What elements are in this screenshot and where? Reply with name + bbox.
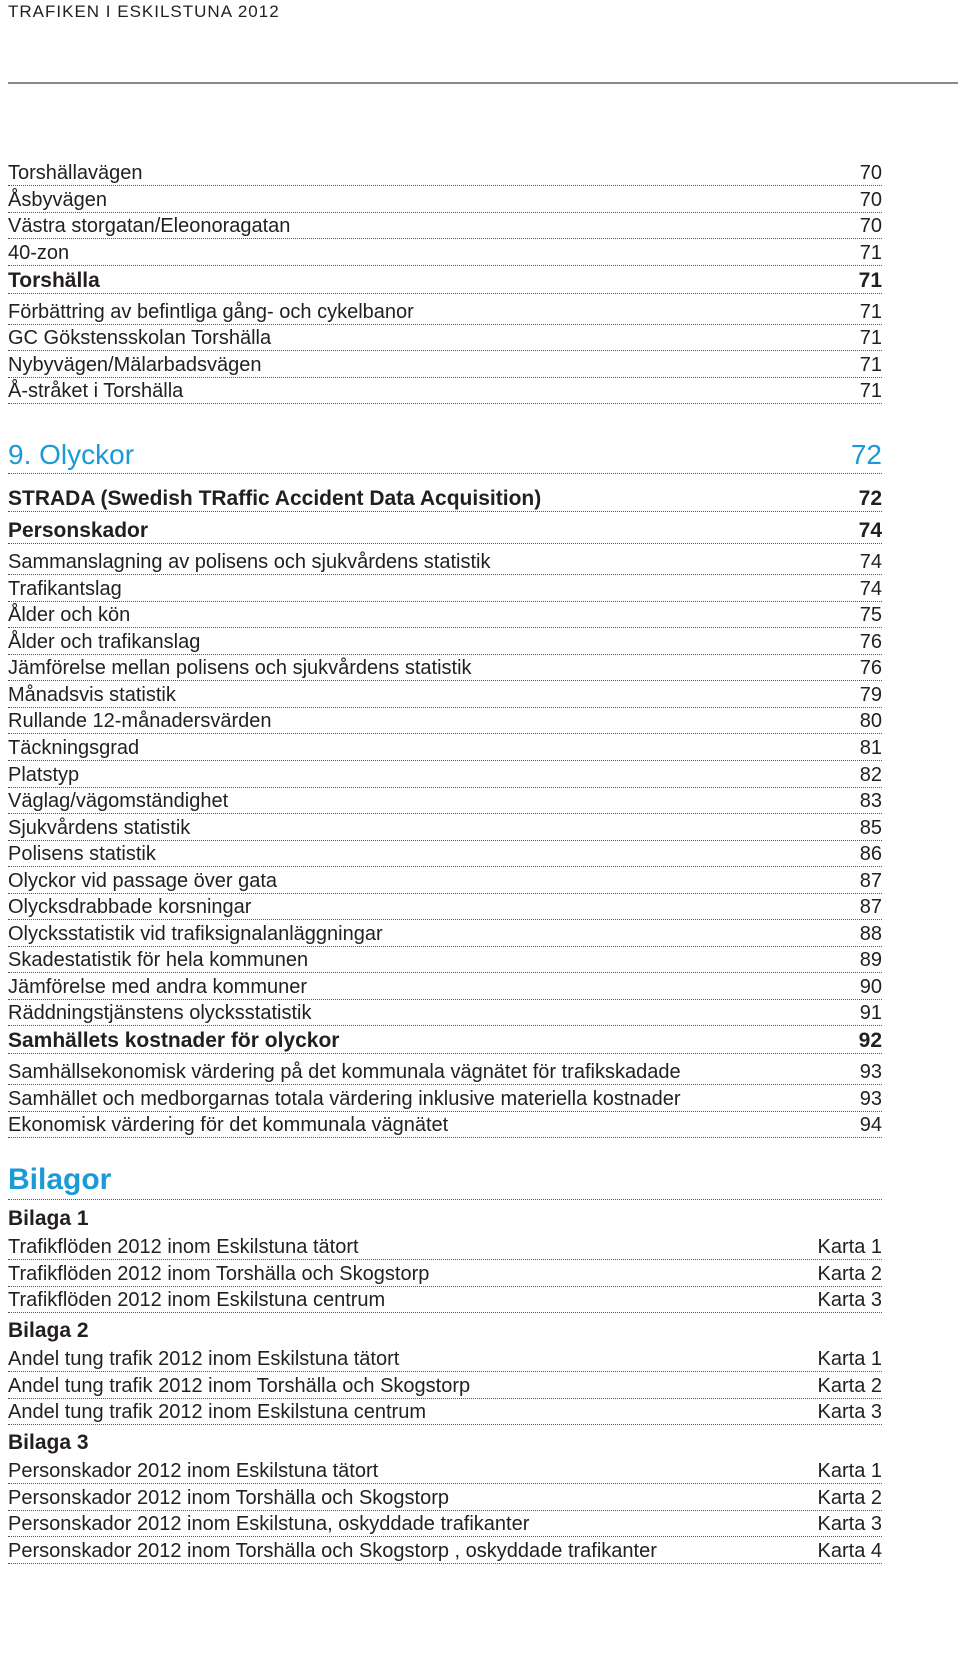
toc-entry[interactable] (8, 682, 882, 708)
toc-entry-page: 89 (859, 949, 882, 971)
toc-entry-page: Karta 3 (817, 1289, 882, 1311)
toc-entry-page: 82 (859, 764, 882, 786)
toc-entry-label: Torshällavägen (8, 162, 143, 184)
toc-entry-page: 75 (859, 604, 882, 626)
toc-entry-label: Rullande 12-månadersvärden (8, 710, 272, 732)
toc-entry-page: 93 (859, 1088, 882, 1110)
toc-entry-page: 74 (858, 519, 882, 542)
toc-entry-label: Trafikantslag (8, 578, 122, 600)
toc-appendix-subheading (8, 1427, 882, 1455)
toc-appendix-subheading (8, 1315, 882, 1343)
toc-entry-label: Jämförelse med andra kommuner (8, 976, 308, 998)
toc-entry-label: Personskador 2012 inom Torshälla och Skogstorp (8, 1487, 449, 1509)
toc-entry-label: Väglag/vägomständighet (8, 790, 229, 812)
toc-subheading-label: Bilaga 2 (8, 1319, 89, 1342)
running-header: TRAFIKEN I ESKILSTUNA 2012 (8, 2, 280, 21)
toc-entry-label: Olycksdrabbade korsningar (8, 896, 252, 918)
toc-entry-page: 93 (859, 1061, 882, 1083)
toc-entry[interactable] (8, 947, 882, 973)
toc-entry-label: Trafikflöden 2012 inom Torshälla och Skogstorp (8, 1263, 430, 1285)
toc-entry-label: Andel tung trafik 2012 inom Eskilstuna tätort (8, 1348, 400, 1370)
toc-entry[interactable] (8, 894, 882, 920)
toc-entry-page: 70 (859, 162, 882, 184)
toc-entry-label: Jämförelse mellan polisens och sjukvårdens statistik (8, 657, 472, 679)
toc-entry[interactable] (8, 655, 882, 681)
toc-entry-page: 71 (859, 327, 882, 349)
toc-entry-label: Andel tung trafik 2012 inom Eskilstuna centrum (8, 1401, 426, 1423)
toc-entry[interactable] (8, 602, 882, 628)
toc-entry-page: Karta 2 (817, 1487, 882, 1509)
toc-entry-page: 90 (859, 976, 882, 998)
toc-chapter-label: 9. Olyckor (8, 439, 135, 470)
toc-entry[interactable] (8, 1538, 882, 1564)
toc-entry-page: 71 (859, 354, 882, 376)
toc-entry-page: 87 (859, 896, 882, 918)
toc-entry-label: Personskador 2012 inom Eskilstuna tätort (8, 1460, 379, 1482)
toc-entry[interactable] (8, 629, 882, 655)
toc-entry-label: Ålder och kön (8, 604, 131, 626)
toc-entry-label: Personskador 2012 inom Eskilstuna, oskyddade trafikanter (8, 1513, 530, 1535)
toc-entry-label: Torshälla (8, 269, 100, 292)
toc-entry[interactable] (8, 1485, 882, 1511)
toc-appendix-heading[interactable] (8, 1160, 882, 1200)
toc-entry-page: 76 (859, 657, 882, 679)
toc-entry-page: 72 (858, 487, 882, 510)
toc-entry-label: Samhället och medborgarnas totala värdering inklusive materiella kostnader (8, 1088, 681, 1110)
toc-section-entry[interactable] (8, 266, 882, 294)
toc-entry-label: Trafikflöden 2012 inom Eskilstuna tätort (8, 1236, 359, 1258)
toc-entry[interactable] (8, 1000, 882, 1026)
toc-entry[interactable] (8, 352, 882, 378)
toc-entry-label: Ålder och trafikanslag (8, 631, 201, 653)
toc-chapter-page: 72 (850, 439, 882, 470)
toc-entry-page: 87 (859, 870, 882, 892)
toc-entry[interactable] (8, 815, 882, 841)
toc-entry-page: 91 (859, 1002, 882, 1024)
toc-entry-label: Månadsvis statistik (8, 684, 176, 706)
toc-entry[interactable] (8, 868, 882, 894)
toc-entry[interactable] (8, 1086, 882, 1112)
toc-entry-label: Sammanslagning av polisens och sjukvårdens statistik (8, 551, 491, 573)
toc-entry-label: Olycksstatistik vid trafiksignalanläggningar (8, 923, 383, 945)
toc-entry[interactable] (8, 378, 882, 404)
toc-entry-label: Förbättring av befintliga gång- och cykelbanor (8, 301, 414, 323)
toc-entry-label: Personskador (8, 519, 149, 542)
toc-entry[interactable] (8, 576, 882, 602)
toc-entry[interactable] (8, 788, 882, 814)
toc-entry-page: 81 (859, 737, 882, 759)
toc-entry-page: 74 (859, 578, 882, 600)
toc-entry-page: 71 (859, 301, 882, 323)
toc-entry-page: 83 (859, 790, 882, 812)
toc-entry[interactable] (8, 1287, 882, 1313)
toc-entry-label: Sjukvårdens statistik (8, 817, 191, 839)
toc-entry[interactable] (8, 1112, 882, 1138)
toc-entry-page: 79 (859, 684, 882, 706)
toc-entry-page: 86 (859, 843, 882, 865)
toc-entry-label: Platstyp (8, 764, 80, 786)
toc-entry-page: Karta 1 (817, 1236, 882, 1258)
toc-entry-label: Samhällsekonomisk värdering på det kommunala vägnätet för trafikskadade (8, 1061, 681, 1083)
toc-entry[interactable] (8, 708, 882, 734)
toc-entry-page: 76 (859, 631, 882, 653)
toc-entry[interactable] (8, 299, 882, 325)
toc-entry[interactable] (8, 1399, 882, 1425)
toc-entry-label: STRADA (Swedish TRaffic Accident Data Acquisition) (8, 487, 542, 510)
toc-entry-page: Karta 3 (817, 1513, 882, 1535)
toc-entry[interactable] (8, 1234, 882, 1260)
toc-entry-label: Å-stråket i Torshälla (8, 380, 184, 402)
toc-entry-page: 94 (859, 1114, 882, 1136)
toc-entry[interactable] (8, 1261, 882, 1287)
toc-entry-label: GC Gökstensskolan Torshälla (8, 327, 272, 349)
toc-entry[interactable] (8, 1346, 882, 1372)
toc-entry-label: Täckningsgrad (8, 737, 140, 759)
toc-section-entry[interactable] (8, 516, 882, 544)
toc-entry-label: Nybyvägen/Mälarbadsvägen (8, 354, 262, 376)
toc-section-entry[interactable] (8, 1026, 882, 1054)
toc-entry-page: 74 (859, 551, 882, 573)
header-divider (8, 82, 958, 84)
toc-entry[interactable] (8, 549, 882, 575)
toc-entry-label: Ekonomisk värdering för det kommunala vägnätet (8, 1114, 449, 1136)
toc-entry-page: 85 (859, 817, 882, 839)
toc-entry-label: Västra storgatan/Eleonoragatan (8, 215, 291, 237)
toc-entry-page: 71 (858, 269, 882, 292)
toc-entry-page: 70 (859, 215, 882, 237)
toc-entry[interactable] (8, 187, 882, 213)
toc-entry[interactable] (8, 1059, 882, 1085)
toc-section-entry[interactable] (8, 484, 882, 512)
toc-entry-label: Samhällets kostnader för olyckor (8, 1029, 340, 1052)
toc-entry[interactable] (8, 921, 882, 947)
toc-entry-page: 71 (859, 380, 882, 402)
toc-entry-label: Räddningstjänstens olycksstatistik (8, 1002, 312, 1024)
toc-entry[interactable] (8, 325, 882, 351)
toc-entry-page: Karta 4 (817, 1540, 882, 1562)
toc-subheading-label: Bilaga 3 (8, 1431, 89, 1454)
toc-entry-page: 80 (859, 710, 882, 732)
toc-entry[interactable] (8, 841, 882, 867)
toc-subheading-label: Bilaga 1 (8, 1207, 89, 1230)
toc-entry-label: Andel tung trafik 2012 inom Torshälla och Skogstorp (8, 1375, 471, 1397)
toc-entry-page: Karta 1 (817, 1348, 882, 1370)
toc-entry[interactable] (8, 213, 882, 239)
toc-entry[interactable] (8, 160, 882, 186)
toc-entry-page: Karta 3 (817, 1401, 882, 1423)
toc-entry-page: Karta 1 (817, 1460, 882, 1482)
toc-entry[interactable] (8, 762, 882, 788)
toc-entry-page: Karta 2 (817, 1263, 882, 1285)
toc-entry-page: 71 (859, 242, 882, 264)
toc-entry-label: Åsbyvägen (8, 189, 107, 211)
toc-entry-label: Trafikflöden 2012 inom Eskilstuna centrum (8, 1289, 386, 1311)
toc-chapter-label: Bilagor (8, 1163, 112, 1196)
toc-entry-label: Skadestatistik för hela kommunen (8, 949, 309, 971)
toc-appendix-subheading (8, 1203, 882, 1231)
toc-entry[interactable] (8, 240, 882, 266)
toc-entry-label: 40-zon (8, 242, 70, 264)
toc-entry[interactable] (8, 974, 882, 1000)
toc-entry-page: 88 (859, 923, 882, 945)
toc-entry[interactable] (8, 1458, 882, 1484)
toc-entry[interactable] (8, 1511, 882, 1537)
toc-entry-label: Polisens statistik (8, 843, 156, 865)
toc-entry-label: Olyckor vid passage över gata (8, 870, 278, 892)
toc-entry[interactable] (8, 1373, 882, 1399)
toc-entry-page: 70 (859, 189, 882, 211)
toc-entry-page: 92 (858, 1029, 882, 1052)
toc-entry[interactable] (8, 735, 882, 761)
toc-chapter-heading[interactable] (8, 438, 882, 474)
toc-entry-page: Karta 2 (817, 1375, 882, 1397)
toc-entry-label: Personskador 2012 inom Torshälla och Skogstorp , oskyddade trafikanter (8, 1540, 657, 1562)
